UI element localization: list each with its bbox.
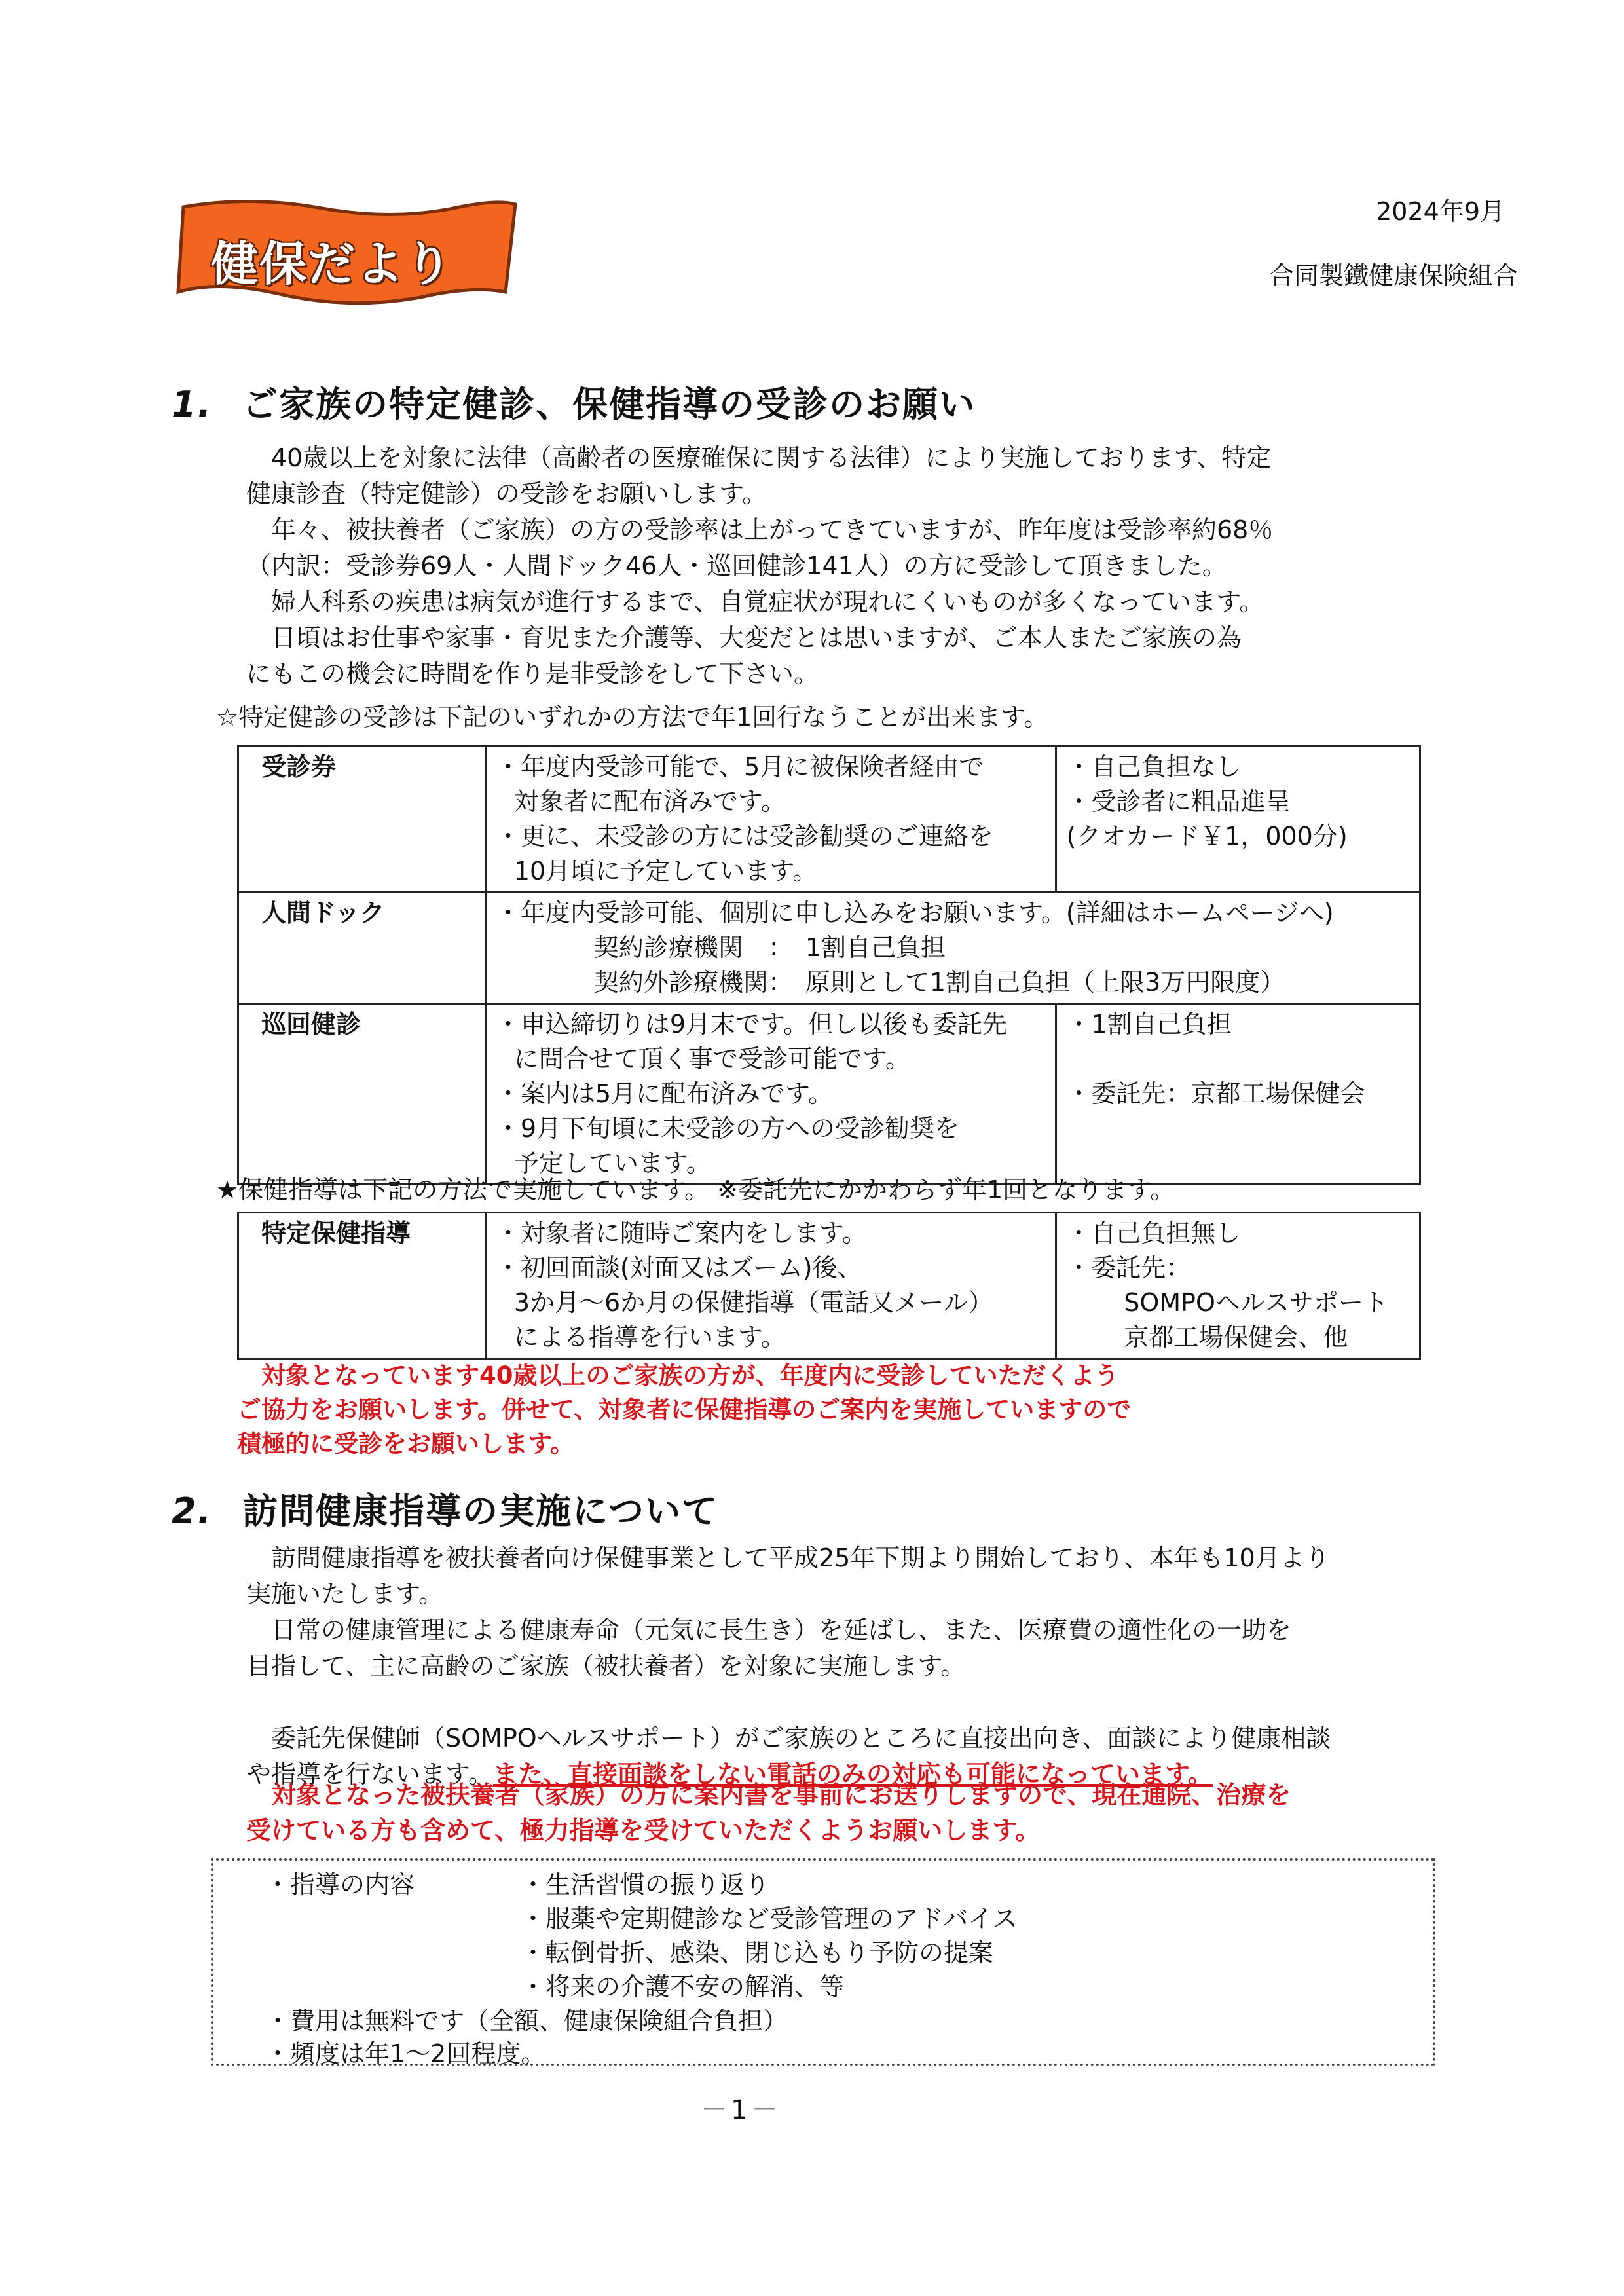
notice-line: 積極的に受診をお願いします。 <box>237 1430 575 1458</box>
section1-heading <box>172 377 976 427</box>
notice-line: 対象となった被扶養者（家族）の方に案内書を事前にお送りしますので、現在通院、治療を <box>246 1781 1291 1809</box>
paragraph-line: 健康診査（特定健診）の受診をお願いします。 <box>246 479 767 508</box>
section2-number: 2. <box>172 1491 213 1532</box>
banner-title: 健保だより <box>211 236 454 291</box>
cell-line: ・9月下旬頃に未受診の方への受診勧奨を <box>495 1114 960 1143</box>
list-item: ・将来の介護不安の解消、等 <box>521 1972 845 2001</box>
paragraph-line: 目指して、主に高齢のご家族（被扶養者）を対象に実施します。 <box>246 1652 966 1680</box>
cell-line <box>1066 1042 1410 1077</box>
frequency-note: ・頻度は年1～2回程度。 <box>265 2039 546 2068</box>
paragraph-line: 日頃はお仕事や家事・育児また介護等、大変だとは思いますが、ご本人またご家族の為 <box>246 623 1242 652</box>
cell-line: ・年度内受診可能で、5月に被保険者経由で <box>495 752 984 781</box>
paragraph-line: 実施いたします。 <box>246 1580 443 1608</box>
paragraph-text: や指導を行ないます。 <box>246 1760 493 1788</box>
fee-note: ・費用は無料です（全額、健康保険組合負担） <box>265 2007 788 2035</box>
cell-line: ・委託先： <box>1066 1253 1191 1282</box>
cell-line: ・自己負担無し <box>1066 1219 1241 1248</box>
note-health-guidance: ★保健指導は下記の方法で実施しています。 ※委託先にかかわらず年1回となります。 <box>216 1176 1175 1204</box>
section2-intro <box>246 1540 1490 1792</box>
guidance-content-list <box>521 1868 1018 2004</box>
section2-heading <box>172 1483 718 1534</box>
cell-line: 10月頃に予定しています。 <box>513 857 818 885</box>
cell-line: ・申込締切りは9月末です。但し以後も委託先 <box>495 1010 1007 1039</box>
table-cell-cost <box>1056 1213 1420 1359</box>
table-cell-cost <box>1056 747 1420 893</box>
phone-option-note: また、直接面談をしない電話のみの対応も可能になっています。 <box>492 1760 1213 1788</box>
notice-line: 対象となっています40歳以上のご家族の方が、年度内に受診していただくよう <box>237 1361 1119 1390</box>
cell-line: SOMPOヘルスサポート <box>1124 1288 1388 1317</box>
table-cell-details <box>485 1004 1056 1185</box>
table-cell-details <box>485 1213 1056 1359</box>
paragraph-line: 年々、被扶養者（ご家族）の方の受診率は上がってきていますが、昨年度は受診率約68％ <box>246 515 1274 544</box>
cell-line: 京都工場保健会、他 <box>1124 1323 1348 1352</box>
paragraph-line: 委託先保健師（SOMPOヘルスサポート）がご家族のところに直接出向き、面談により健康相談 <box>246 1724 1331 1752</box>
organization-name: 合同製鐵健康保険組合 <box>1268 261 1518 290</box>
cell-line: 契約外診療機関： 原則として1割自己負担（上限3万円限度） <box>593 968 1285 997</box>
cell-line: ・初回面談(対面又はズーム)後、 <box>495 1253 862 1282</box>
table-cell-category: 特定保健指導 <box>238 1213 486 1359</box>
guidance-content-label: ・指導の内容 <box>265 1870 415 1899</box>
paragraph-line: 日常の健康管理による健康寿命（元気に長生き）を延ばし、また、医療費の適性化の一助を <box>246 1616 1292 1644</box>
table-cell-details <box>485 893 1420 1004</box>
table-cell-details <box>485 747 1056 893</box>
guidance-table <box>237 1212 1421 1360</box>
cell-line: 予定しています。 <box>513 1149 711 1177</box>
notice-line: ご協力をお願いします。併せて、対象者に保健指導のご案内を実施していますので <box>237 1396 1132 1424</box>
issue-date: 2024年9月 <box>1376 197 1505 226</box>
cell-line: 3か月～6か月の保健指導（電話又メール） <box>513 1288 993 1317</box>
table-cell-cost <box>1056 1004 1420 1185</box>
list-item: ・転倒骨折、感染、閉じ込もり予防の提案 <box>521 1938 994 1967</box>
list-item: ・服薬や定期健診など受診管理のアドバイス <box>521 1904 1018 1933</box>
section1-number: 1. <box>172 384 213 425</box>
table-cell-category: 巡回健診 <box>238 1004 486 1185</box>
section1-title: ご家族の特定健診、保健指導の受診のお願い <box>242 384 976 425</box>
cell-line: 対象者に配布済みです。 <box>513 787 786 816</box>
section2-title: 訪問健康指導の実施について <box>242 1491 719 1532</box>
paragraph-line: 婦人科系の疾患は病気が進行するまで、自覚症状が現れにくいものが多くなっています。 <box>246 587 1264 616</box>
table-cell-category: 人間ドック <box>238 893 486 1004</box>
paragraph-line: （内訳：受診券69人・人間ドック46人・巡回健診141人）の方に受診して頂きました。 <box>246 551 1227 580</box>
cell-line: ・受診者に粗品進呈 <box>1066 787 1291 816</box>
cell-line: に問合せて頂く事で受診可能です。 <box>513 1045 910 1073</box>
cell-line: ・委託先：京都工場保健会 <box>1066 1079 1365 1108</box>
notice-line: 受けている方も含めて、極力指導を受けていただくようお願いします。 <box>246 1816 1041 1845</box>
paragraph-line: 40歳以上を対象に法律（高齢者の医療確保に関する法律）により実施しております、特定 <box>246 443 1272 472</box>
cell-line: ・年度内受診可能、個別に申し込みをお願います。(詳細はホームページへ) <box>495 898 1334 927</box>
page-number: －1－ <box>701 2095 782 2125</box>
checkup-table <box>237 745 1421 1185</box>
cell-line: (クオカード￥1，000分) <box>1066 822 1348 851</box>
table-cell-category: 受診券 <box>238 747 486 893</box>
section2-red-notice <box>246 1777 1291 1848</box>
cell-line: ・対象者に随時ご案内をします。 <box>495 1219 867 1248</box>
blank-line <box>246 1684 1490 1720</box>
section1-intro <box>246 440 1490 692</box>
cell-line: による指導を行います。 <box>513 1323 786 1352</box>
paragraph-line: にもこの機会に時間を作り是非受診をして下さい。 <box>246 659 819 688</box>
table-row <box>238 893 1420 1004</box>
note-checkup-methods: ☆特定健診の受診は下記のいずれかの方法で年1回行なうことが出来ます。 <box>216 703 1049 731</box>
cell-line: 契約診療機関 ： 1割自己負担 <box>593 933 946 962</box>
cell-line: ・更に、未受診の方には受診勧奨のご連絡を <box>495 822 993 851</box>
cell-line: ・1割自己負担 <box>1066 1010 1232 1039</box>
table-row <box>238 1213 1420 1359</box>
paragraph-line: 訪問健康指導を被扶養者向け保健事業として平成25年下期より開始しており、本年も10月より <box>246 1544 1330 1572</box>
table-row <box>238 1004 1420 1185</box>
cell-line: ・案内は5月に配布済みです。 <box>495 1079 833 1108</box>
list-item: ・生活習慣の振り返り <box>521 1870 770 1899</box>
table-row <box>238 747 1420 893</box>
cell-line: ・自己負担なし <box>1066 752 1241 781</box>
section1-red-notice <box>237 1359 1131 1461</box>
